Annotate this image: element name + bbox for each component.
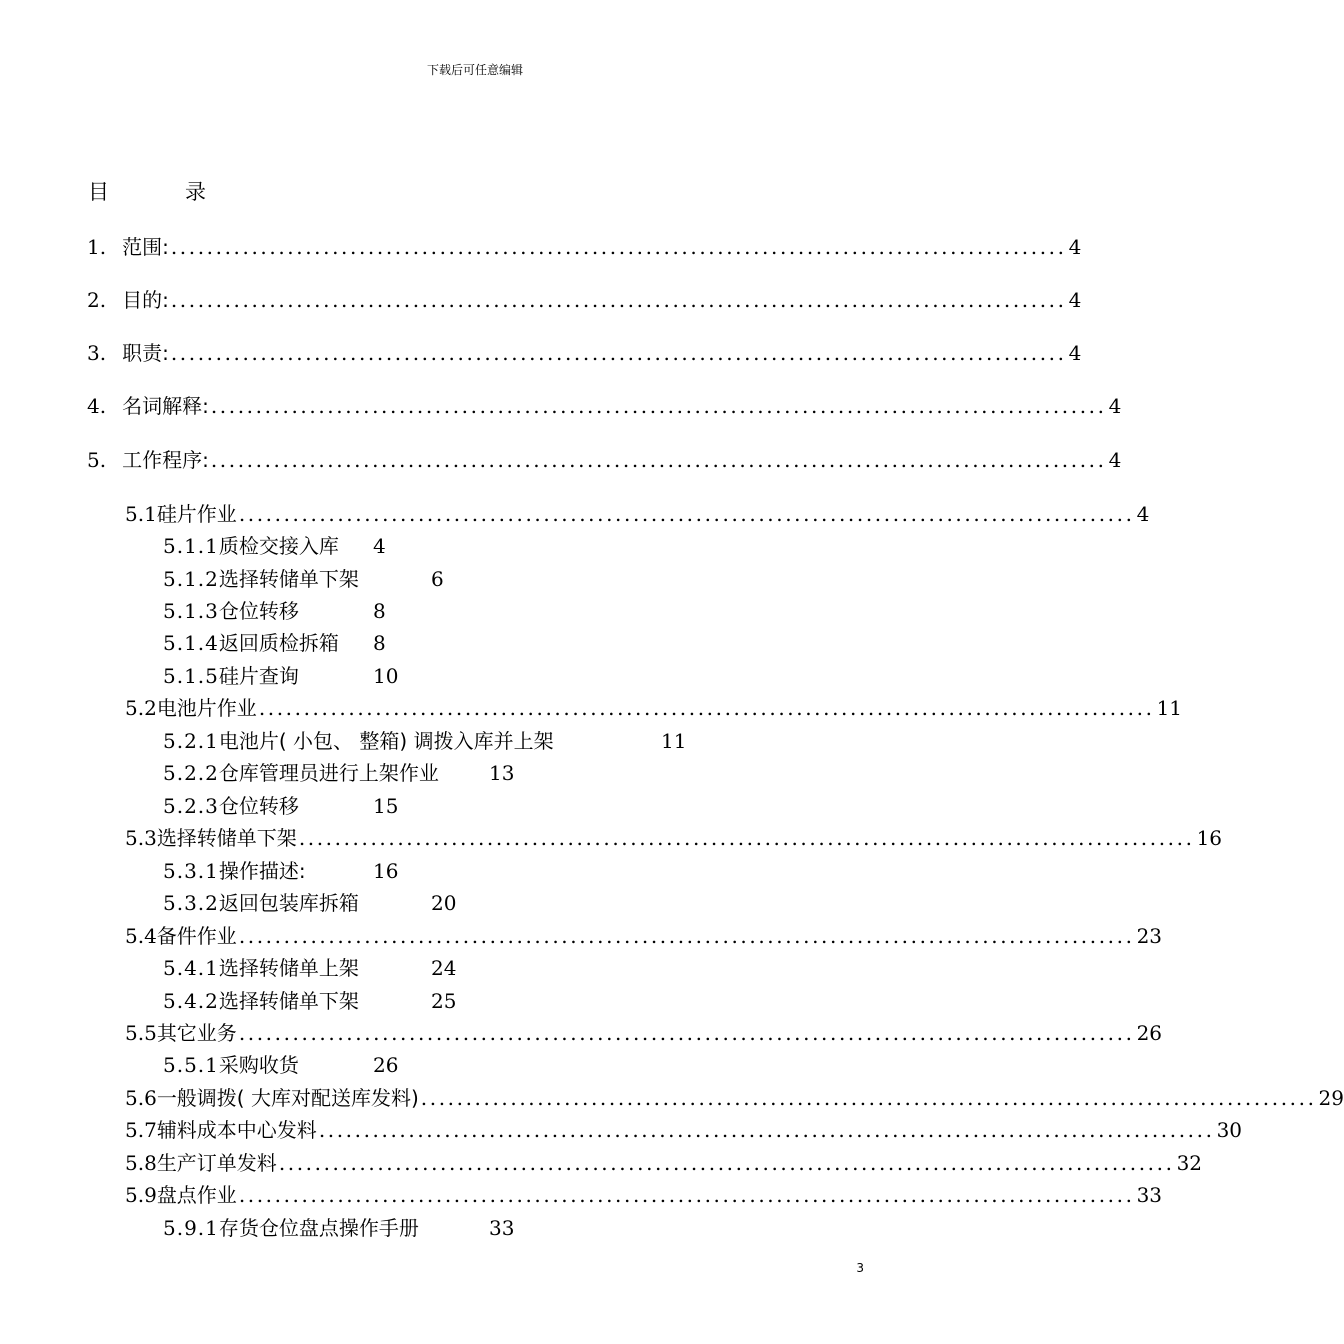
toc-section-5-4[interactable]: [125, 921, 1163, 951]
toc-subsection-5-4-1[interactable]: [163, 953, 457, 983]
toc-entry-page: 13: [489, 761, 515, 785]
toc-entry-page: 25: [431, 989, 457, 1013]
toc-entry-number: 5.3.2: [163, 891, 219, 915]
toc-subsection-5-1-1[interactable]: [163, 531, 386, 561]
toc-entry-number: 3.: [87, 341, 107, 365]
toc-entry-1[interactable]: [87, 232, 1082, 262]
toc-entry-label: 仓位转移: [218, 599, 299, 623]
toc-leader-dots: ....................................................................................................: [238, 1021, 1135, 1045]
toc-entry-label: 其它业务: [156, 1021, 237, 1045]
page-header: 下载后可任意编辑: [426, 63, 523, 77]
toc-entry-page: 11: [661, 729, 687, 753]
toc-leader-dots: ....................................................................................................: [258, 696, 1155, 720]
toc-entry-2[interactable]: [87, 285, 1082, 315]
toc-entry-label: 仓库管理员进行上架作业: [218, 761, 439, 785]
toc-entry-page: 23: [1136, 924, 1163, 948]
toc-entry-page: 26: [373, 1053, 399, 1077]
toc-subsection-5-1-2[interactable]: [163, 564, 444, 594]
toc-entry-page: 16: [1196, 826, 1223, 850]
toc-entry-label: 硅片查询: [218, 664, 299, 688]
toc-entry-page: 33: [1136, 1183, 1163, 1207]
toc-entry-number: 5.8: [125, 1151, 157, 1175]
toc-entry-number: 5.1.4: [163, 631, 219, 655]
toc-entry-label: 选择转储单下架: [218, 567, 359, 591]
toc-entry-page: 26: [1136, 1021, 1163, 1045]
toc-entry-page: 33: [489, 1216, 515, 1240]
toc-subsection-5-5-1[interactable]: [163, 1050, 399, 1080]
toc-entry-page: 4: [373, 534, 386, 558]
toc-entry-number: 5.2.2: [163, 761, 219, 785]
toc-entry-page: 30: [1216, 1118, 1243, 1142]
toc-leader-dots: ....................................................................................................: [238, 502, 1135, 526]
toc-title-left: 目: [88, 180, 109, 204]
toc-entry-number: 1.: [87, 235, 107, 259]
toc-entry-page: 4: [1108, 394, 1122, 418]
toc-entry-page: 11: [1156, 696, 1183, 720]
toc-leader-dots: ....................................................................................................: [210, 394, 1107, 418]
toc-entry-number: 5.: [87, 448, 107, 472]
toc-entry-number: 5.1: [125, 502, 157, 526]
toc-section-5-8[interactable]: [125, 1148, 1203, 1178]
toc-entry-label: 选择转储单下架: [218, 989, 359, 1013]
toc-subsection-5-2-1[interactable]: [163, 726, 687, 756]
toc-section-5-7[interactable]: [125, 1115, 1243, 1145]
toc-entry-label: 电池片作业: [156, 696, 257, 720]
toc-entry-page: 4: [1108, 448, 1122, 472]
toc-subsection-5-1-5[interactable]: [163, 661, 399, 691]
toc-section-5-9[interactable]: [125, 1180, 1163, 1210]
toc-entry-label: 采购收货: [218, 1053, 299, 1077]
toc-section-5-3[interactable]: [125, 823, 1223, 853]
toc-subsection-5-9-1[interactable]: [163, 1213, 515, 1243]
toc-entry-number: 5.1.5: [163, 664, 219, 688]
toc-entry-label: 返回质检拆箱: [218, 631, 339, 655]
toc-entry-number: 5.2: [125, 696, 157, 720]
toc-entry-number: 5.3: [125, 826, 157, 850]
toc-entry-label: 选择转储单上架: [218, 956, 359, 980]
toc-entry-number: 5.7: [125, 1118, 157, 1142]
toc-entry-number: 5.6: [125, 1086, 157, 1110]
toc-entry-page: 20: [431, 891, 457, 915]
toc-section-5-1[interactable]: [125, 499, 1150, 529]
toc-entry-page: 8: [373, 599, 386, 623]
toc-leader-dots: ....................................................................................................: [318, 1118, 1215, 1142]
toc-entry-label: 一般调拨( 大库对配送库发料): [156, 1086, 419, 1110]
toc-entry-number: 5.4.2: [163, 989, 219, 1013]
toc-entry-label: 硅片作业: [156, 502, 237, 526]
toc-leader-dots: ....................................................................................................: [170, 235, 1067, 259]
toc-entry-page: 8: [373, 631, 386, 655]
toc-entry-page: 6: [431, 567, 444, 591]
toc-entry-number: 5.5.1: [163, 1053, 219, 1077]
toc-entry-label: 生产订单发料: [156, 1151, 277, 1175]
toc-entry-label: 存货仓位盘点操作手册: [218, 1216, 419, 1240]
toc-subsection-5-4-2[interactable]: [163, 986, 457, 1016]
toc-subsection-5-2-2[interactable]: [163, 758, 515, 788]
toc-entry-label: 范围:: [122, 235, 169, 259]
toc-entry-label: 质检交接入库: [218, 534, 339, 558]
toc-entry-page: 16: [373, 859, 399, 883]
toc-subsection-5-1-3[interactable]: [163, 596, 386, 626]
toc-entry-page: 4: [1136, 502, 1150, 526]
toc-leader-dots: ....................................................................................................: [210, 448, 1107, 472]
toc-subsection-5-2-3[interactable]: [163, 791, 399, 821]
toc-leader-dots: ....................................................................................................: [238, 1183, 1135, 1207]
toc-entry-number: 5.2.3: [163, 794, 219, 818]
toc-entry-number: 5.9.1: [163, 1216, 219, 1240]
toc-entry-label: 工作程序:: [122, 448, 209, 472]
toc-entry-label: 名词解释:: [122, 394, 209, 418]
toc-entry-3[interactable]: [87, 338, 1082, 368]
toc-entry-number: 5.1.1: [163, 534, 219, 558]
toc-entry-number: 5.2.1: [163, 729, 219, 753]
toc-leader-dots: ....................................................................................................: [298, 826, 1195, 850]
toc-entry-number: 5.4: [125, 924, 157, 948]
toc-entry-number: 5.1.2: [163, 567, 219, 591]
toc-entry-number: 5.3.1: [163, 859, 219, 883]
toc-entry-label: 返回包装库拆箱: [218, 891, 359, 915]
toc-section-5-6[interactable]: [125, 1083, 1344, 1113]
toc-entry-page: 32: [1176, 1151, 1203, 1175]
toc-entry-page: 4: [1068, 235, 1082, 259]
toc-subsection-5-3-2[interactable]: [163, 888, 457, 918]
toc-title-right: 录: [185, 180, 206, 204]
toc-entry-label: 备件作业: [156, 924, 237, 948]
page-number: 3: [856, 1261, 864, 1275]
toc-entry-label: 选择转储单下架: [156, 826, 297, 850]
toc-entry-page: 29: [1318, 1086, 1344, 1110]
toc-entry-page: 4: [1068, 341, 1082, 365]
toc-subsection-5-3-1[interactable]: [163, 856, 399, 886]
toc-entry-page: 10: [373, 664, 399, 688]
toc-entry-label: 电池片( 小包、 整箱) 调拨入库并上架: [218, 729, 554, 753]
toc-entry-5[interactable]: [87, 445, 1122, 475]
toc-leader-dots: ....................................................................................................: [170, 341, 1067, 365]
toc-entry-page: 24: [431, 956, 457, 980]
toc-section-5-2[interactable]: [125, 693, 1183, 723]
toc-entry-number: 5.4.1: [163, 956, 219, 980]
toc-entry-page: 15: [373, 794, 399, 818]
toc-entry-label: 职责:: [122, 341, 169, 365]
toc-leader-dots: ....................................................................................................: [278, 1151, 1175, 1175]
toc-entry-4[interactable]: [87, 391, 1122, 421]
toc-entry-number: 5.9: [125, 1183, 157, 1207]
toc-leader-dots: ....................................................................................................: [170, 288, 1067, 312]
toc-entry-label: 盘点作业: [156, 1183, 237, 1207]
toc-leader-dots: ....................................................................................................: [420, 1086, 1317, 1110]
toc-section-5-5[interactable]: [125, 1018, 1163, 1048]
toc-entry-number: 5.5: [125, 1021, 157, 1045]
toc-subsection-5-1-4[interactable]: [163, 628, 386, 658]
toc-title: [88, 176, 206, 206]
toc-entry-label: 目的:: [122, 288, 169, 312]
toc-leader-dots: ....................................................................................................: [238, 924, 1135, 948]
toc-entry-label: 辅料成本中心发料: [156, 1118, 317, 1142]
toc-entry-number: 4.: [87, 394, 107, 418]
toc-entry-label: 仓位转移: [218, 794, 299, 818]
toc-entry-label: 操作描述:: [218, 859, 306, 883]
toc-entry-page: 4: [1068, 288, 1082, 312]
toc-entry-number: 2.: [87, 288, 107, 312]
toc-entry-number: 5.1.3: [163, 599, 219, 623]
